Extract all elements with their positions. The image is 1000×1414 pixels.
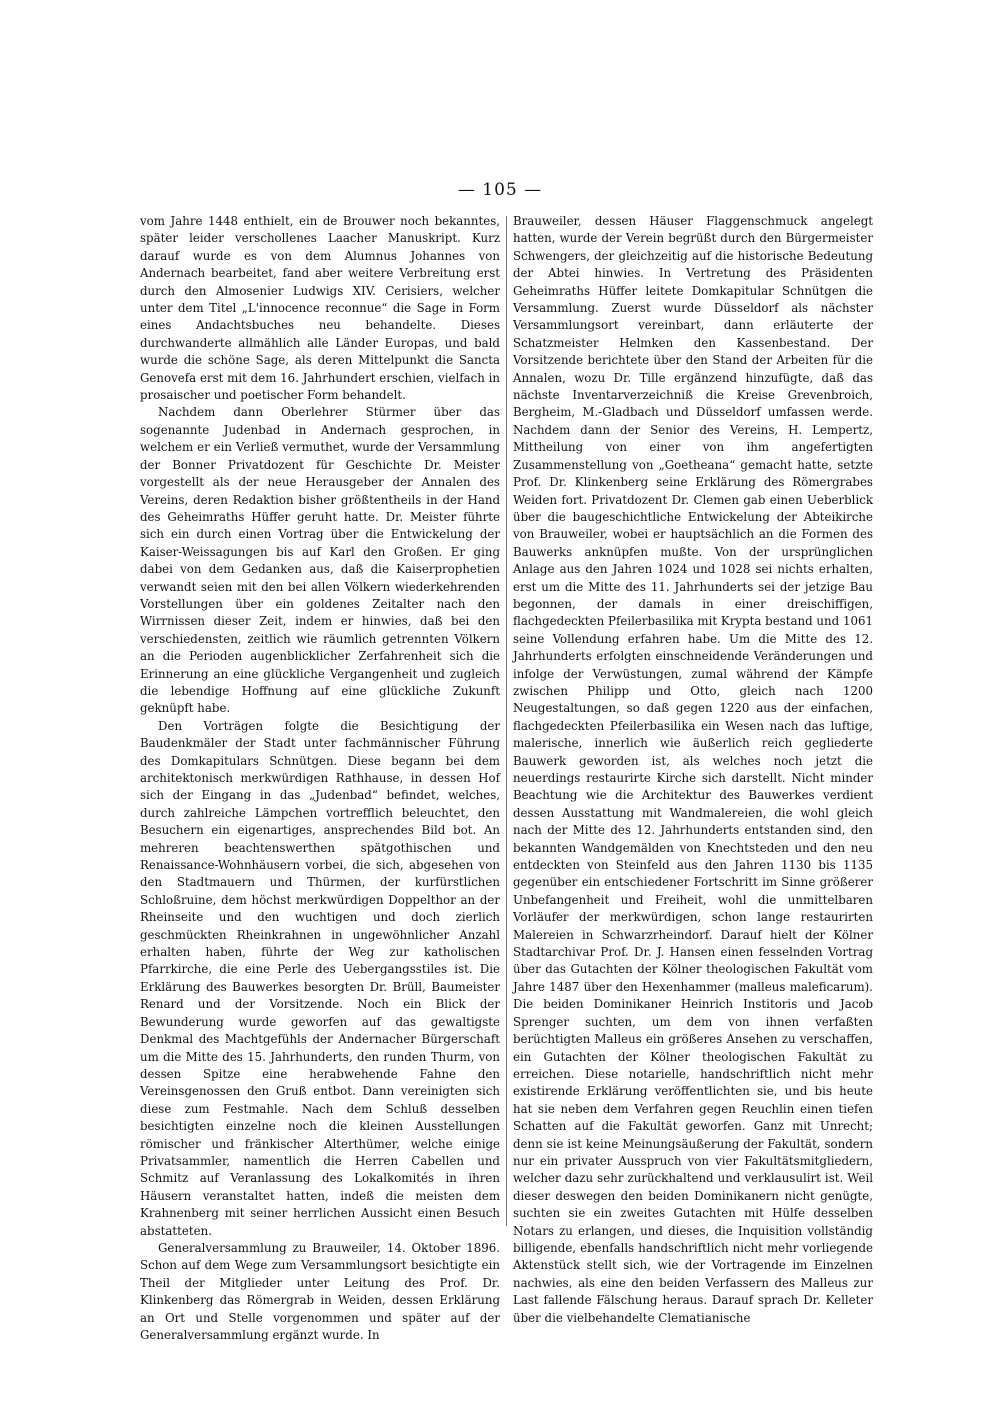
column-divider	[506, 216, 507, 1226]
paragraph: Nachdem dann Oberlehrer Stürmer über das sogenannte Judenbad in Andernach gesprochen, in welchem er ein Verließ vermuthet, wurde der Versammlung der Bonner Privatdozent für Geschichte Dr. Meister vorgestellt als der neue Herausgeber der Annalen des Vereins, deren Redaktion bisher größtentheils in der Hand des Geheimraths Hüffer geruht hatte. Dr. Meister führte sich ein durch einen Vortrag über die Entwickelung der Kaiser-Weissagungen bis auf Karl den Großen. Er ging dabei von dem Gedanken aus, daß die Kaiserprophetien verwandt seien mit den bei allen Völkern wiederkehrenden Vorstellungen über ein goldenes Zeitalter nach den Wirrnissen dieser Zeit, indem er hinwies, daß bei den verschiedensten, zeitlich wie räumlich getrennten Völkern an die Perioden augenblicklicher Zerfahrenheit sich die Erinnerung an eine glückliche Vergangenheit und zugleich die lebendige Hoffnung auf eine glückliche Zukunft geknüpft habe.	[140, 405, 500, 716]
paragraph: vom Jahre 1448 enthielt, ein de Brouwer noch bekanntes, später leider verschollenes Laacher Manuskript. Kurz darauf wurde es von dem Alumnus Johannes von Andernach bearbeitet, fand aber weitere Verbreitung erst durch den Almosenier Ludwigs XIV. Cerisiers, welcher unter dem Titel „L'innocence reconnue“ die Sage in Form eines Andachtsbuches neu behandelte. Dieses durchwanderte allmählich alle Länder Europas, und bald wurde die schöne Sage, als deren Mittelpunkt die Sancta Genovefa erst mit dem 16. Jahrhundert erschien, vielfach in prosaischer und poetischer Form behandelt.	[140, 214, 500, 403]
left-column	[140, 213, 500, 1344]
right-column	[513, 213, 873, 1327]
paragraph: Brauweiler, dessen Häuser Flaggenschmuck angelegt hatten, wurde der Verein begrüßt durch den Bürgermeister Schwengers, der gleichzeitig auf die historische Bedeutung der Abtei hinwies. In Vertretung des Präsidenten Geheimraths Hüffer leitete Domkapitular Schnütgen die Versammlung. Zuerst wurde Düsseldorf als nächster Versammlungsort vereinbart, dann erläuterte der Schatzmeister Helmken den Kassenbestand. Der Vorsitzende berichtete über den Stand der Arbeiten für die Annalen, wozu Dr. Tille ergänzend hinzufügte, daß das nächste Inventarverzeichniß die Kreise Grevenbroich, Bergheim, M.-Gladbach und Düsseldorf umfassen werde. Nachdem dann der Senior des Vereins, H. Lempertz, Mittheilung von einer von ihm angefertigten Zusammenstellung von „Goetheana“ gemacht hatte, setzte Prof. Dr. Klinkenberg seine Erklärung des Römergrabes Weiden fort. Privatdozent Dr. Clemen gab einen Ueberblick über die baugeschichtliche Entwickelung der Abteikirche von Brauweiler, wobei er hauptsächlich an die Formen des Bauwerks anknüpfen mußte. Von der ursprünglichen Anlage aus den Jahren 1024 und 1028 sei nichts erhalten, erst um die Mitte des 11. Jahrhunderts sei der jetzige Bau begonnen, der damals in einer dreischiffigen, flachgedeckten Pfeilerbasilika mit Krypta bestand und 1061 seine Vollendung erfahren habe. Um die Mitte des 12. Jahrhunderts erfolgten einschneidende Veränderungen und infolge der Verwüstungen, zumal während der Kämpfe zwischen Philipp und Otto, gleich nach 1200 Neugestaltungen, so daß gegen 1220 aus der einfachen, flachgedeckten Pfeilerbasilika ein Wesen nach das luftige, malerische, innerlich wie äußerlich reich gegliederte Bauwerk geworden ist, als welches noch jetzt die neuerdings restaurirte Kirche sich darstellt. Nicht minder Beachtung wie die Architektur des Bauwerkes verdient dessen Ausstattung mit Wandmalereien, die wohl gleich nach der Mitte des 12. Jahrhunderts entstanden sind, den bekannten Wandgemälden von Knechtsteden und den neu entdeckten von Steinfeld aus den Jahren 1130 bis 1135 gegenüber ein entschiedener Fortschritt im Sinne größerer Unbefangenheit und Freiheit, wohl die unmittelbaren Vorläufer der merkwürdigen, schon lange restaurirten Malereien in Schwarzrheindorf. Darauf hielt der Kölner Stadtarchivar Prof. Dr. J. Hansen einen fesselnden Vortrag über das Gutachten der Kölner theologischen Fakultät vom Jahre 1487 über den Hexenhammer (malleus maleficarum). Die beiden Dominikaner Heinrich Institoris und Jacob Sprenger suchten, um dem von ihnen verfaßten berüchtigten Malleus ein größeres Ansehen zu verschaffen, ein Gutachten der Kölner theologischen Fakultät zu erreichen. Diese notarielle, handschriftlich nicht mehr existirende Erklärung veröffentlichten sie, und bis heute hat sie neben dem Verfahren gegen Reuchlin einen tiefen Schatten auf die Fakultät geworfen. Ganz mit Unrecht; denn sie ist keine Meinungsäußerung der Fakultät, sondern nur ein privater Ausspruch von vier Fakultätsmitgliedern, welcher dazu sehr zurückhaltend und verklausulirt ist. Weil dieser deswegen den beiden Dominikanern nicht genügte, suchten sie ein zweites Gutachten mit Hülfe desselben Notars zu erlangen, und dieses, die Inquisition vollständig billigende, ebenfalls handschriftlich nicht mehr vorliegende Aktenstück stellt sich, wie der Vortragende im Einzelnen nachwies, als eine den beiden Verfassern des Malleus zur Last fallende Fälschung heraus. Darauf sprach Dr. Kelleter über die vielbehandelte Clematianische	[513, 214, 873, 1325]
paragraph: Den Vorträgen folgte die Besichtigung der Baudenkmäler der Stadt unter fachmännischer Führung des Domkapitulars Schnütgen. Diese begann bei dem architektonisch merkwürdigen Rathhause, in dessen Hof sich der Eingang in das „Judenbad“ befindet, welches, durch zahlreiche Lämpchen vortrefflich beleuchtet, den Besuchern ein eigenartiges, ansprechendes Bild bot. An mehreren beachtenswerthen spätgothischen und Renaissance-Wohnhäusern vorbei, die sich, abgesehen von den Stadtmauern und Thürmen, der kurfürstlichen Schloßruine, dem höchst merkwürdigen Doppelthor an der Rheinseite und den wuchtigen und doch zierlich geschmückten Rheinkrahnen in ungewöhnlicher Anzahl erhalten haben, führte der Weg zur katholischen Pfarrkirche, die eine Perle des Uebergangsstiles ist. Die Erklärung des Bauwerkes besorgten Dr. Brüll, Baumeister Renard und der Vorsitzende. Noch ein Blick der Bewunderung wurde geworfen auf das gewaltigste Denkmal des Machtgefühls der Andernacher Bürgerschaft um die Mitte des 15. Jahrhunderts, den runden Thurm, von dessen Spitze eine herabwehende Fahne den Vereinsgenossen den Gruß entbot. Dann vereinigten sich diese zum Festmahle. Nach dem Schluß desselben besichtigten einzelne noch die kleinen Ausstellungen römischer und fränkischer Alterthümer, welche einige Privatsammler, namentlich die Herren Cabellen und Schmitz auf Veranlassung des Lokalkomités in ihren Häusern veranstaltet hatten, indeß die meisten dem Krahnenberg mit seiner herrlichen Aussicht einen Besuch abstatteten.	[140, 718, 500, 1238]
page-number: — 105 —	[457, 180, 543, 200]
paragraph: Generalversammlung zu Brauweiler, 14. Oktober 1896. Schon auf dem Wege zum Versammlungsort besichtigte ein Theil der Mitglieder unter Leitung des Prof. Dr. Klinkenberg das Römergrab in Weiden, dessen Erklärung an Ort und Stelle vorgenommen und später auf der Generalversammlung ergänzt wurde. In	[140, 1240, 500, 1342]
